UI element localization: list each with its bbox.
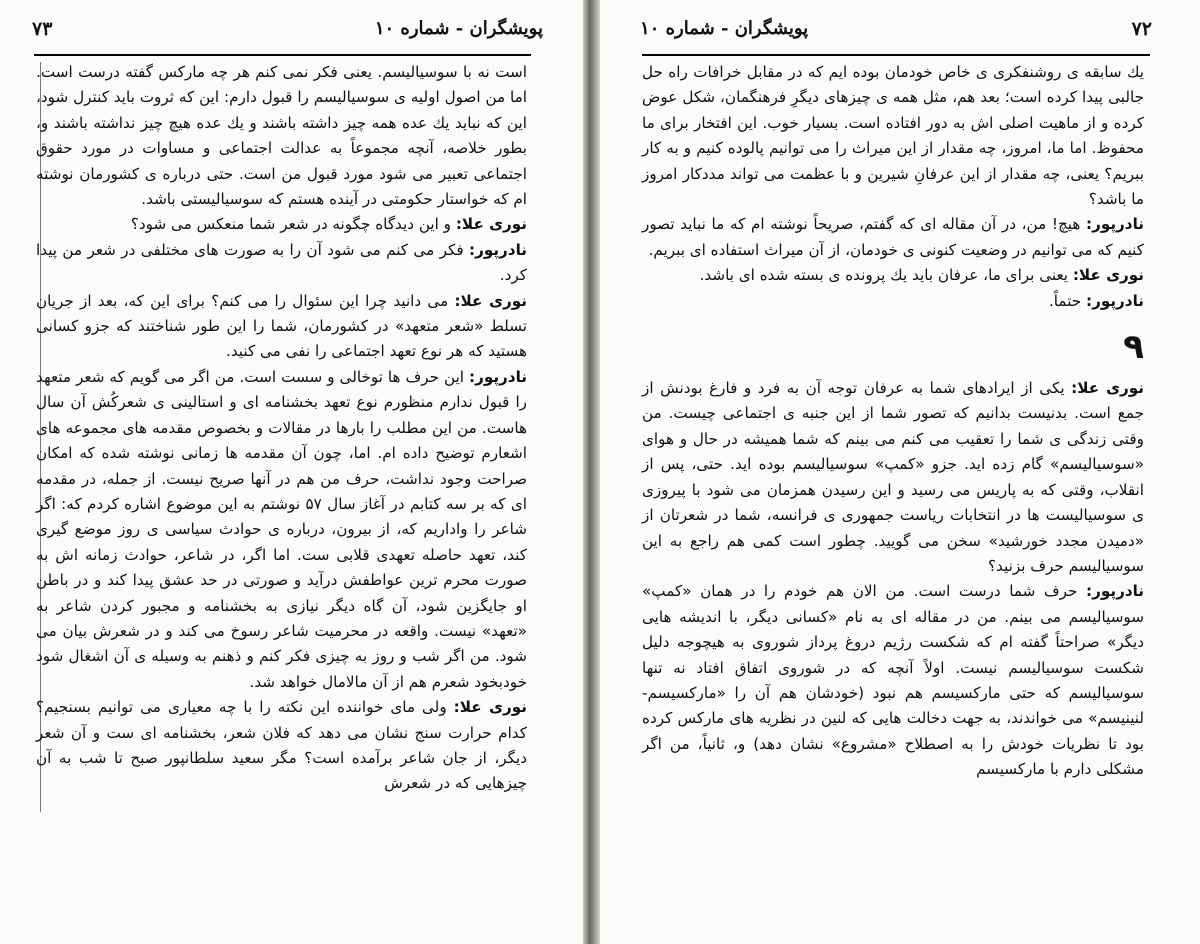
paragraph-text: و این دیدگاه چگونه در شعر شما منعکس می شود؟ — [130, 215, 452, 234]
paragraph-text: است نه با سوسیالیسم. یعنی فکر نمی کنم هر چه مارکس گفته درست است. اما من اصول اولیه ی سوسیالیسم را قبول دارم: این که ثروت باید کنترل شود، این که نباید یك عده همه چیز داشته باشند و یك عده هیچ چیز نداشته باشند و، بطور خلاصه، آنچه مجموعاً به عدالت اجتماعی و مساوات در مورد حقوق اجتماعی تعبیر می شود مورد قبول من است. حتی درباره ی کشورمان نوشته ام که خواستار حکومتی در آینده هستم که سوسیالیستی باشد. — [36, 63, 527, 209]
speaker-label: نوری علا: — [455, 215, 527, 234]
paragraph — [36, 60, 527, 212]
paragraph-text: هیچ! من، در آن مقاله ای که گفتم، صریحاً نوشته ام که ما نباید تصور کنیم که می توانیم در وضعیت کنونی ی خودمان، از آن میراث استفاده ای ببریم. — [642, 215, 1144, 259]
speaker-label: نوری علا: — [1072, 266, 1144, 285]
speaker-label: نوری علا: — [1071, 379, 1144, 398]
section-number: ۹ — [1123, 327, 1144, 368]
book-gutter — [583, 0, 600, 944]
paragraph — [642, 289, 1144, 314]
paragraph — [36, 695, 527, 797]
speaker-label: نادرپور: — [1086, 215, 1144, 234]
paragraph-text: حرف شما درست است. من الان هم خودم را در همان «کمپ» سوسیالیسم می بینم. من در مقاله ای به نام «کسانی دیگر، با اندیشه هایی دیگر» صراحتاً گفته ام که شکست رژیم دروغ پرداز شوروی به هیچوجه دلیل شکست سوسیالیسم نیست. اولاً آنچه که در شوروی اتفاق افتاد نه تنها سوسیالیسم که حتی مارکسیسم هم نبود (خودشان هم آن را «مارکسیسم- لنینیسم» می خواندند، به جهت دخالت هایی که لنین در نظریه های مارکس کرده بود تا نظریات خودش را به اصطلاح «مشروع» نشان دهد) و، ثانیاً، من اگر مشکلی دارم با مارکسیسم — [642, 582, 1144, 779]
speaker-label: نادرپور: — [469, 367, 527, 386]
paragraph-text: یك سابقه ی روشنفکری ی خاص خودمان بوده ایم که در مقابل خرافات راه حل جالبی پیدا کرده است؛ بعد هم، مثل همه ی چیزهای دیگرِ فرهنگمان، شکل عوض کرده و از ماهیت اصلی اش به دور افتاده است. بسیار خوب. این افتخار برای ما محفوظ. اما ما، امروز، چه مقدار از این میراث را می توانیم پالوده کنیم و به کار ببریم؟ یعنی، چه مقدار از این عرفانِ شیرین و با عظمت می تواند مددکار امروز ما باشد؟ — [642, 63, 1144, 209]
speaker-label: نادرپور: — [469, 240, 527, 259]
paragraph — [642, 263, 1144, 288]
paragraph-text: این حرف ها توخالی و سست است. من اگر می گویم که شعر متعهد را قبول ندارم منظورم نوع تعهد بخشنامه ای و استالینی ی شعرکُش آن سال هاست. من این مطلب را بارها در مقالات و بخصوص مقدمه های مجموعه های اشعارم توضیح داده ام. اما، چون آن مقدمه ها زمانی نوشته شده که امکان صراحت وجود نداشت، حرف من هم در آنها صریح نیست. از جمله، در مقدمه ای که بر سه کتابم در آغاز سال ۵۷ نوشتم به این موضوع اشاره کردم که: اگر شاعر را واداریم که، از بیرون، درباره ی حوادث سیاسی ی روز موضع گیری کند، تعهد حاصله تعهدی قلابی ست. اما اگر، در شاعر، حوادث زمانه اش به صورت محرم ترین عواطفش درآید و صورتی در حد عشق پیدا کند و در باطن او جایگزین شود، آن گاه دیگر نیازی به بخشنامه و مجبور کردن شاعر به «تعهد» نیست. واقعه در محرمیت شاعر رسوخ می کند و در شعرش بیان می شود. من اگر شب و روز به چیزی فکر کنم و ذهنم به وسیله ی آن اشغال شود خودبخود شعرم هم از آن مالامال خواهد شد. — [36, 367, 527, 691]
paragraph — [36, 289, 527, 365]
paragraph — [642, 579, 1144, 782]
speaker-label: نوری علا: — [453, 698, 528, 717]
left-header-title: پویشگران - شماره ۱۰ — [374, 18, 543, 39]
left-page-body — [36, 60, 527, 797]
paragraph-text: یعنی برای ما، عرفان باید یك پرونده ی بسته شده ای باشد. — [699, 266, 1069, 285]
paragraph — [36, 212, 527, 237]
paragraph-text: ولی مای خواننده این نکته را با چه معیاری می توانیم بسنجیم؟ کدام حرارت سنج نشان می دهد که فلان شعر، بخشنامه ای ست و آن شعر دیگر، از جان شاعر برآمده است؟ مگر سعید سلطانپور صبح تا شب به آن چیزهایی که در شعرش — [36, 698, 527, 793]
left-page — [0, 0, 583, 944]
paragraph — [642, 60, 1144, 212]
right-page-header — [640, 18, 1152, 46]
right-header-title: پویشگران - شماره ۱۰ — [640, 18, 809, 39]
right-page — [600, 0, 1200, 944]
left-page-header — [32, 18, 543, 46]
right-page-number: ۷۲ — [1131, 18, 1152, 40]
left-header-rule — [34, 54, 531, 56]
speaker-label: نادرپور: — [1086, 291, 1144, 310]
paragraph-text: فکر می کنم می شود آن را به صورت های مختلفی در شعر من پیدا کرد. — [36, 240, 527, 285]
paragraph-text: می دانید چرا این سئوال را می کنم؟ برای این که، بعد از جریان تسلط «شعر متعهد» در کشورمان، شما را این طور شناختند که جزو کسانی هستید که هر نوع تعهد اجتماعی را نفی می کنید. — [36, 291, 527, 361]
right-page-body — [642, 60, 1144, 783]
right-header-rule — [642, 54, 1150, 56]
paragraph-text: یکی از ایرادهای شما به عرفان توجه آن به فرد و فارغ بودنش از جمع است. بدنیست بدانیم که تصور شما از این جنبه ی اجتماعی چیست. من وقتی زندگی ی شما را تعقیب می کنم می بینم که شما همیشه در حال و هوای «سوسیالیسم» گام زده اید. جزو «کمپ» سوسیالیسم بوده اید. حتی، پس از انقلاب، وقتی که به پاریس می رسید و این رسیدن همزمان می شود با پیروزی ی سوسیالیست ها در انتخابات ریاست جمهوری ی فرانسه، شما در شعرتان از «دمیدن مجدد خورشید» سخن می گویید. چطور است کمی هم راجع به این سوسیالیسم حرف بزنید؟ — [642, 379, 1144, 575]
paragraph — [36, 238, 527, 289]
paragraph — [36, 365, 527, 695]
speaker-label: نوری علا: — [454, 291, 528, 310]
paragraph-text: حتماً. — [1048, 291, 1082, 310]
paragraph — [642, 376, 1144, 579]
left-page-number: ۷۳ — [32, 18, 53, 40]
speaker-label: نادرپور: — [1086, 582, 1145, 601]
paragraph — [642, 212, 1144, 263]
